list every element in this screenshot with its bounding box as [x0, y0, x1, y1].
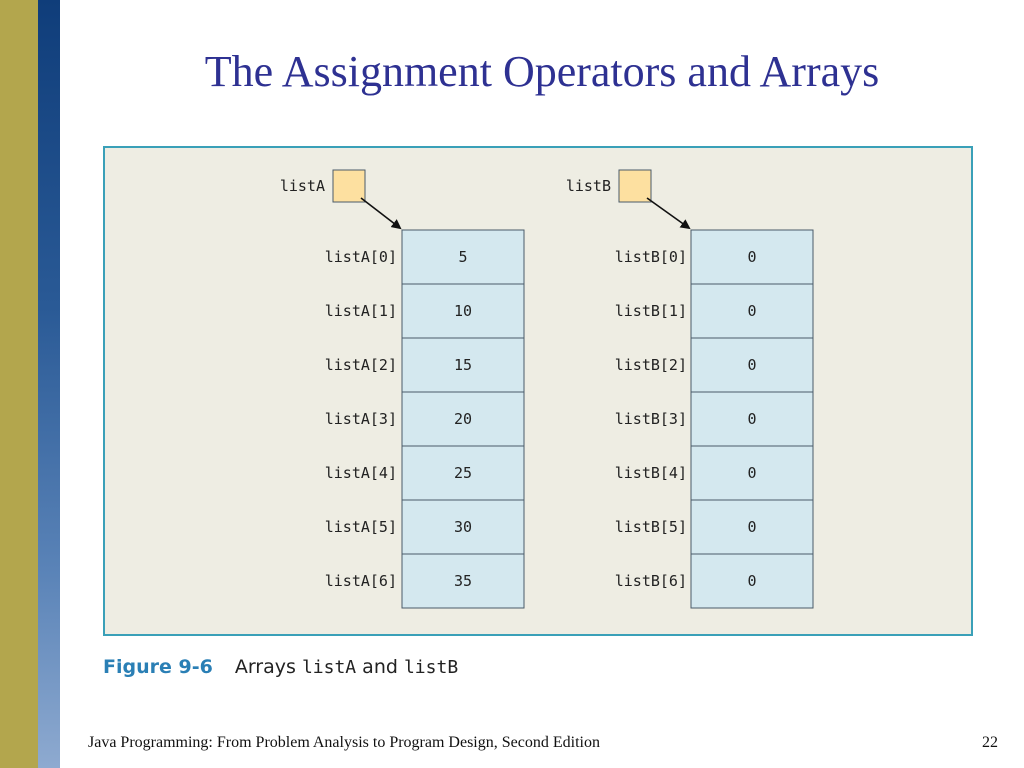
listb-reference-arrow: [647, 198, 689, 228]
listb-reference-box: [619, 170, 651, 202]
figure-caption: [103, 656, 458, 682]
listb-cell-value-4: 0: [747, 464, 757, 482]
caption-code-lista: listA: [301, 657, 357, 678]
listb-index-label-5: listB[5]: [614, 518, 687, 536]
lista-cell-value-6: 35: [453, 572, 473, 590]
lista-index-label-0: listA[0]: [324, 248, 397, 266]
page-number: 22: [982, 734, 998, 751]
listb-cell-value-6: 0: [747, 572, 757, 590]
lista-cell-value-4: 25: [453, 464, 473, 482]
caption-text-arrays: Arrays: [234, 656, 302, 678]
lista-cell-value-1: 10: [453, 302, 473, 320]
listb-index-label-4: listB[4]: [614, 464, 687, 482]
lista-index-label-5: listA[5]: [324, 518, 397, 536]
left-decor-bar-olive: [0, 0, 38, 768]
lista-reference-box: [333, 170, 365, 202]
listb-index-label-0: listB[0]: [614, 248, 687, 266]
slide-title: The Assignment Operators and Arrays: [204, 47, 880, 96]
listb-cell-value-5: 0: [747, 518, 757, 536]
lista-cell-value-5: 30: [453, 518, 473, 536]
figure-panel: [103, 146, 973, 636]
left-decor-bar-blue: [38, 0, 60, 768]
listb-variable-name: listB: [565, 177, 611, 195]
listb-index-label-6: listB[6]: [614, 572, 687, 590]
listb-index-label-2: listB[2]: [614, 356, 687, 374]
listb-cell-value-1: 0: [747, 302, 757, 320]
lista-cell-value-3: 20: [453, 410, 473, 428]
lista-index-label-4: listA[4]: [324, 464, 397, 482]
listb-cell-value-0: 0: [747, 248, 757, 266]
lista-cell-value-2: 15: [453, 356, 473, 374]
lista-index-label-6: listA[6]: [324, 572, 397, 590]
lista-index-label-1: listA[1]: [324, 302, 397, 320]
lista-cell-value-0: 5: [458, 248, 468, 266]
lista-index-label-3: listA[3]: [324, 410, 397, 428]
figure-label: Figure 9-6: [103, 656, 213, 678]
lista-variable-name: listA: [279, 177, 325, 195]
slide-footer: Java Programming: From Problem Analysis to Program Design, Second Edition: [88, 734, 600, 751]
lista-reference-arrow: [361, 198, 400, 228]
lista-index-label-2: listA[2]: [324, 356, 397, 374]
array-diagram: [105, 148, 971, 634]
caption-code-listb: listB: [403, 657, 459, 678]
listb-index-label-3: listB[3]: [614, 410, 687, 428]
listb-index-label-1: listB[1]: [614, 302, 687, 320]
listb-cell-value-2: 0: [747, 356, 757, 374]
caption-text-and: and: [356, 656, 404, 678]
listb-cell-value-3: 0: [747, 410, 757, 428]
